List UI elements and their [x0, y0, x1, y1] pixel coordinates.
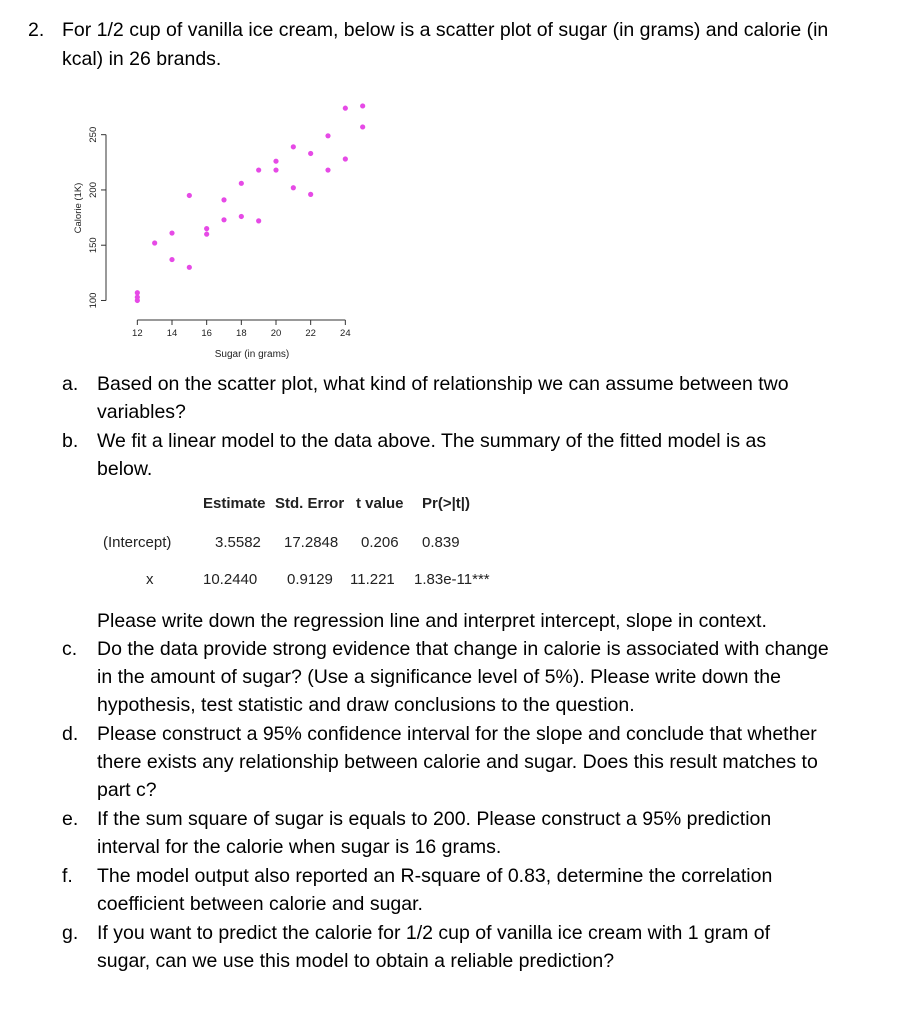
- data-point: [221, 197, 226, 202]
- part-a-line2: variables?: [97, 401, 186, 423]
- y-tick-label: 200: [88, 182, 99, 198]
- data-point: [273, 159, 278, 164]
- data-point: [239, 214, 244, 219]
- data-point: [204, 226, 209, 231]
- data-point: [343, 156, 348, 161]
- table-row-x-p-value: 1.83e-11***: [414, 571, 490, 588]
- table-row-x-estimate: 10.2440: [203, 571, 258, 588]
- question-intro-line1: For 1/2 cup of vanilla ice cream, below is a scatter plot of sugar (in grams) and calorie (in: [62, 19, 829, 41]
- part-g-label: g.: [62, 922, 79, 944]
- table-row-x-name: x: [146, 571, 154, 588]
- part-f-line1: The model output also reported an R-square of 0.83, determine the correlation: [97, 865, 773, 887]
- part-d-label: d.: [62, 723, 79, 745]
- data-point: [152, 240, 157, 245]
- y-axis-ticks: [88, 127, 106, 309]
- part-g-line2: sugar, can we use this model to obtain a reliable prediction?: [97, 950, 615, 972]
- table-row-x-t-value: 11.221: [350, 571, 395, 588]
- x-axis-ticks: [132, 320, 351, 339]
- x-tick-label: 22: [305, 328, 316, 339]
- data-point: [135, 295, 140, 300]
- part-g-line1: If you want to predict the calorie for 1/2 cup of vanilla ice cream with 1 gram of: [97, 922, 771, 944]
- question-intro-line2: kcal) in 26 brands.: [62, 48, 222, 70]
- part-b-line1: We fit a linear model to the data above. The summary of the fitted model is as: [97, 430, 767, 452]
- x-tick-label: 24: [340, 328, 351, 339]
- y-tick-label: 150: [88, 237, 99, 254]
- part-d-line1: Please construct a 95% confidence interval for the slope and conclude that whether: [97, 723, 817, 745]
- data-point: [273, 167, 278, 172]
- data-point: [343, 106, 348, 111]
- data-point: [221, 217, 226, 222]
- data-point: [325, 167, 330, 172]
- data-point: [169, 257, 174, 262]
- part-f-label: f.: [62, 865, 73, 887]
- part-b-line2: below.: [97, 458, 153, 480]
- data-point: [308, 192, 313, 197]
- data-point: [135, 290, 140, 295]
- data-point: [256, 218, 261, 223]
- data-point: [325, 133, 330, 138]
- part-e-line2: interval for the calorie when sugar is 16 grams.: [97, 836, 502, 858]
- data-point: [360, 124, 365, 129]
- question-number: 2.: [28, 19, 45, 41]
- part-a-line1: Based on the scatter plot, what kind of relationship we can assume between two: [97, 373, 789, 395]
- table-header-estimate: Estimate: [203, 495, 266, 512]
- part-c-line3: hypothesis, test statistic and draw conclusions to the question.: [97, 694, 635, 716]
- data-points: [135, 103, 366, 303]
- part-c-line2: in the amount of sugar? (Use a significance level of 5%). Please write down the: [97, 666, 781, 688]
- y-tick-label: 100: [88, 292, 99, 309]
- table-row-intercept-t-value: 0.206: [361, 534, 399, 551]
- part-a-label: a.: [62, 373, 79, 395]
- data-point: [256, 167, 261, 172]
- table-row-intercept-p-value: 0.839: [422, 534, 460, 551]
- x-tick-label: 12: [132, 328, 143, 339]
- y-tick-label: 250: [88, 126, 99, 143]
- table-row-intercept-estimate: 3.5582: [215, 534, 261, 551]
- x-tick-label: 18: [236, 328, 247, 339]
- table-row-x-std-error: 0.9129: [287, 571, 333, 588]
- x-tick-label: 14: [166, 328, 178, 339]
- part-d-line2: there exists any relationship between calorie and sugar. Does this result matches to: [97, 751, 818, 773]
- table-header-p-value: Pr(>|t|): [422, 495, 470, 512]
- x-tick-label: 16: [201, 328, 212, 339]
- part-e-label: e.: [62, 808, 79, 830]
- y-axis-label: Calorie (1K): [73, 182, 84, 234]
- part-f-line2: coefficient between calorie and sugar.: [97, 893, 423, 915]
- x-tick-label: 20: [270, 328, 282, 339]
- x-axis-label: Sugar (in grams): [214, 349, 290, 360]
- table-row-intercept-std-error: 17.2848: [284, 534, 339, 551]
- table-header-std-error: Std. Error: [275, 495, 345, 512]
- part-d-line3: part c?: [97, 779, 157, 801]
- data-point: [308, 151, 313, 156]
- part-c-label: c.: [62, 638, 78, 660]
- data-point: [291, 144, 296, 149]
- part-b-followup: Please write down the regression line and interpret intercept, slope in context.: [97, 610, 767, 632]
- data-point: [169, 230, 174, 235]
- data-point: [187, 265, 192, 270]
- part-b-label: b.: [62, 430, 79, 452]
- data-point: [187, 193, 192, 198]
- table-header-t-value: t value: [356, 495, 404, 512]
- data-point: [291, 185, 296, 190]
- part-c-line1: Do the data provide strong evidence that change in calorie is associated with change: [97, 638, 829, 660]
- part-e-line1: If the sum square of sugar is equals to 200. Please construct a 95% prediction: [97, 808, 772, 830]
- table-row-intercept-name: (Intercept): [103, 534, 172, 551]
- data-point: [239, 181, 244, 186]
- data-point: [204, 232, 209, 237]
- data-point: [360, 103, 365, 108]
- scatter-plot: [60, 88, 390, 368]
